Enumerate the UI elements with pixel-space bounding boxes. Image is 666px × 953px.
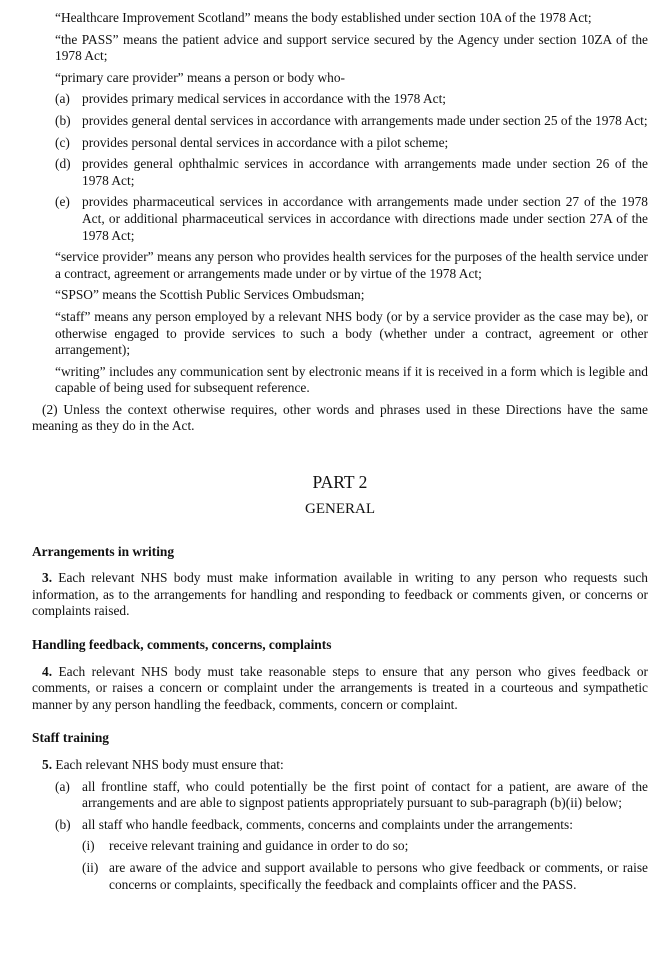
sub-item-text: are aware of the advice and support available to persons who give feedback or comments, or raise concerns or complaints, specifically the feedback and complaints officer and the PASS. bbox=[109, 859, 648, 892]
item-text: provides general ophthalmic services in accordance with arrangements made under section 26 of the 1978 Act; bbox=[82, 156, 648, 188]
definition-primary-care-provider: “primary care provider” means a person or body who- bbox=[55, 69, 346, 85]
section-paragraph bbox=[32, 757, 648, 774]
list-item bbox=[32, 156, 648, 189]
section-text: Each relevant NHS body must ensure that: bbox=[55, 757, 284, 772]
item-label: (b) bbox=[55, 816, 71, 832]
section-paragraph bbox=[32, 570, 648, 620]
section-number: 4. bbox=[42, 663, 53, 679]
section-text: Each relevant NHS body must take reasonable steps to ensure that any person who gives feedback or comments, or raises a concern or complaint under the arrangements is treated in a courteous and sympathetic manner by any person handling the feedback, comments, concern or complaint. bbox=[32, 663, 648, 712]
item-text: all staff who handle feedback, comments, concerns and complaints under the arrangements: bbox=[82, 816, 573, 832]
list-item bbox=[32, 113, 648, 130]
list-item bbox=[32, 135, 648, 152]
definition-staff: “staff” means any person employed by a relevant NHS body (or by a service provider as the case may be), or otherwise engaged to provide services to such a body (whether under a contract, agreement or other arrangement); bbox=[55, 308, 648, 358]
item-text: provides personal dental services in accordance with a pilot scheme; bbox=[82, 134, 449, 150]
item-text: provides general dental services in accordance with arrangements made under section 25 of the 1978 Act; bbox=[82, 112, 648, 128]
section-text: Each relevant NHS body must make information available in writing to any person who requests such information, as to the arrangements for handling and responding to feedback or comments given, or concerns or complaints raised. bbox=[32, 570, 648, 619]
section-number: 5. bbox=[42, 757, 53, 772]
sub-item-label: (ii) bbox=[82, 859, 99, 875]
part-subtitle: GENERAL bbox=[305, 501, 375, 518]
list-item bbox=[32, 194, 648, 244]
section-paragraph bbox=[32, 664, 648, 714]
item-label: (a) bbox=[55, 91, 70, 107]
item-label: (b) bbox=[55, 112, 71, 128]
section-heading: Handling feedback, comments, concerns, complaints bbox=[32, 637, 332, 653]
section-number: 3. bbox=[42, 570, 53, 586]
definition-pass: “the PASS” means the patient advice and support service secured by the Agency under section 10ZA of the 1978 Act; bbox=[55, 31, 648, 64]
list-item bbox=[32, 817, 648, 834]
list-item bbox=[32, 779, 648, 812]
document-page bbox=[32, 10, 648, 898]
item-label: (c) bbox=[55, 134, 70, 150]
item-label: (d) bbox=[55, 156, 71, 172]
sub-list-item bbox=[32, 860, 648, 893]
sub-item-label: (i) bbox=[82, 838, 95, 854]
sub-list-item bbox=[32, 838, 648, 855]
item-text: provides pharmaceutical services in accordance with arrangements made under section 27 of the 1978 Act, or additional pharmaceutical services in accordance with directions made under section 27A of the 1978 Act; bbox=[82, 194, 648, 243]
item-label: (a) bbox=[55, 778, 70, 794]
item-text: all frontline staff, who could potentially be the first point of contact for a patient, are aware of the arrangements and are able to signpost patients appropriately pursuant to sub-paragraph (b)(ii) below; bbox=[82, 778, 648, 811]
section-heading: Arrangements in writing bbox=[32, 543, 175, 559]
paragraph-2: (2) Unless the context otherwise requires, other words and phrases used in these Directions have the same meaning as they do in the Act. bbox=[32, 401, 648, 434]
section-heading: Staff training bbox=[32, 730, 109, 746]
part-title: PART 2 bbox=[312, 472, 368, 493]
list-item bbox=[32, 91, 648, 108]
definition-his: “Healthcare Improvement Scotland” means the body established under section 10A of the 1978 Act; bbox=[55, 10, 592, 25]
sub-item-text: receive relevant training and guidance in order to do so; bbox=[109, 838, 409, 854]
item-label: (e) bbox=[55, 194, 70, 210]
definition-spso: “SPSO” means the Scottish Public Services Ombudsman; bbox=[55, 287, 365, 303]
definition-writing: “writing” includes any communication sent by electronic means if it is received in a form which is legible and capable of being used for subsequent reference. bbox=[55, 363, 648, 396]
item-text: provides primary medical services in accordance with the 1978 Act; bbox=[82, 91, 447, 107]
definition-service-provider: “service provider” means any person who provides health services for the purposes of the health service under a contract, agreement or arrangements made under or by virtue of the 1978 Act; bbox=[55, 249, 648, 281]
